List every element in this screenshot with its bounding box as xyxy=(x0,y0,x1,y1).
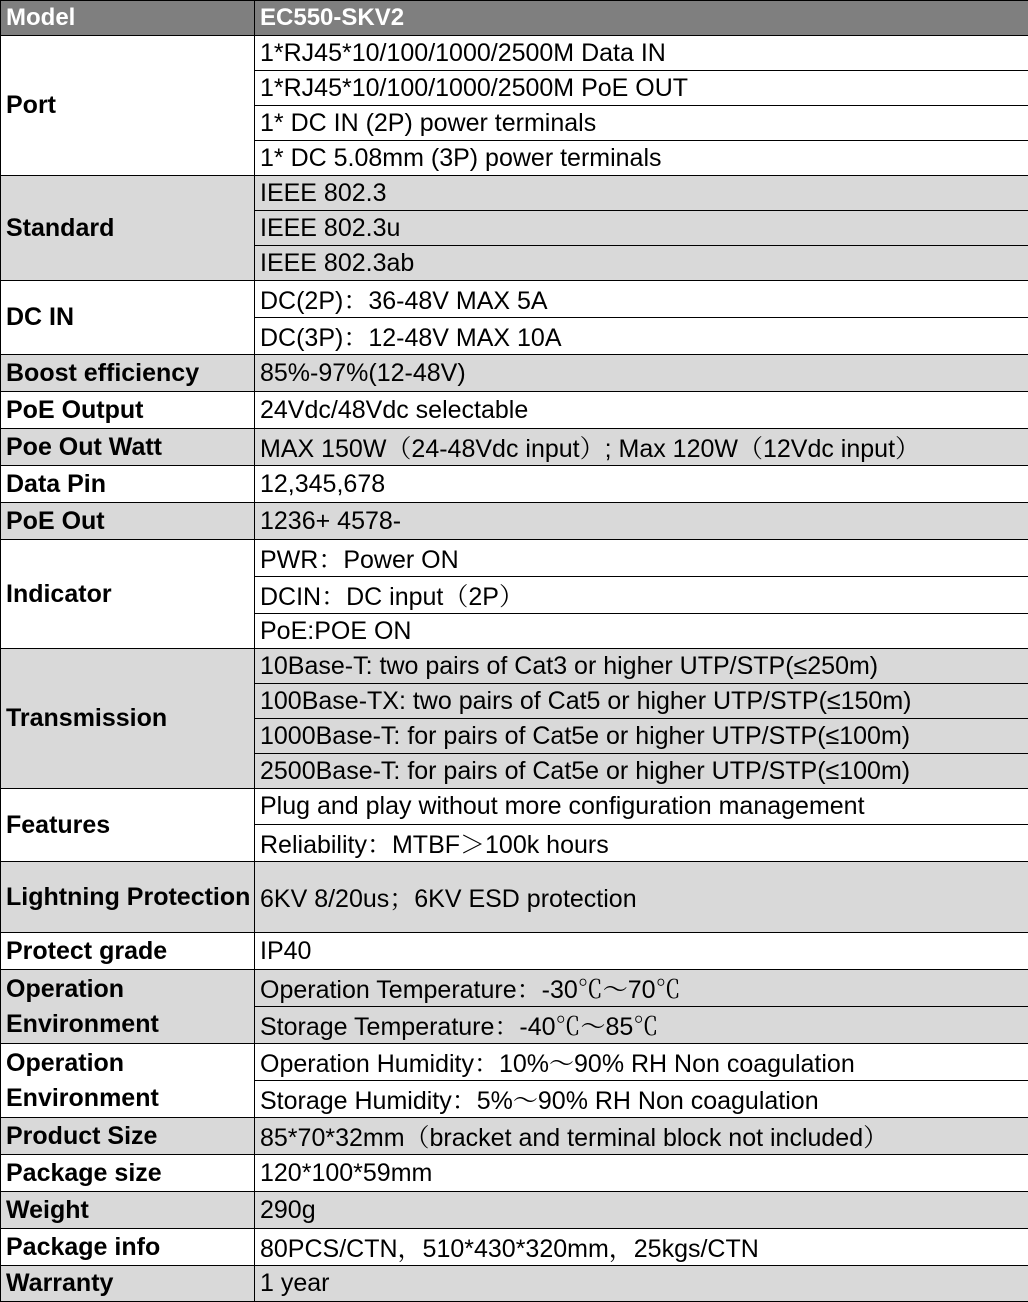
spec-value: DC(3P)：12-48V MAX 10A xyxy=(255,318,1028,355)
spec-value: Storage Temperature：-40℃～85℃ xyxy=(255,1007,1028,1044)
spec-label: PoE Output xyxy=(1,392,255,429)
spec-label: Poe Out Watt xyxy=(1,429,255,466)
spec-value: 290g xyxy=(255,1192,1028,1229)
spec-row xyxy=(1,176,1028,211)
spec-row xyxy=(1,933,1028,970)
spec-value: 24Vdc/48Vdc selectable xyxy=(255,392,1028,429)
spec-value: 85*70*32mm（bracket and terminal block not included） xyxy=(255,1118,1028,1155)
spec-value: Storage Humidity：5%～90% RH Non coagulation xyxy=(255,1081,1028,1118)
spec-label: Product Size xyxy=(1,1118,255,1155)
spec-body xyxy=(1,36,1028,1302)
spec-row xyxy=(1,503,1028,540)
spec-row xyxy=(1,36,1028,71)
spec-row xyxy=(1,1266,1028,1302)
spec-value: 1000Base-T: for pairs of Cat5e or higher UTP/STP(≤100m) xyxy=(255,719,1028,754)
spec-label: DC IN xyxy=(1,281,255,355)
spec-row xyxy=(1,1044,1028,1081)
spec-value: PoE:POE ON xyxy=(255,614,1028,649)
spec-value: Operation Humidity：10%～90% RH Non coagulation xyxy=(255,1044,1028,1081)
spec-row xyxy=(1,392,1028,429)
spec-value: 1* DC 5.08mm (3P) power terminals xyxy=(255,141,1028,176)
spec-label: Transmission xyxy=(1,649,255,789)
spec-value: IP40 xyxy=(255,933,1028,970)
spec-value: 85%-97%(12-48V) xyxy=(255,355,1028,392)
spec-value: 12,345,678 xyxy=(255,466,1028,503)
spec-value: IEEE 802.3u xyxy=(255,211,1028,246)
spec-label: Operation Environment xyxy=(1,1044,255,1118)
spec-value: 1 year xyxy=(255,1266,1028,1302)
spec-value: Plug and play without more configuration management xyxy=(255,789,1028,825)
spec-row xyxy=(1,429,1028,466)
spec-value: 1*RJ45*10/100/1000/2500M Data IN xyxy=(255,36,1028,71)
spec-value: IEEE 802.3 xyxy=(255,176,1028,211)
spec-value: 1236+ 4578- xyxy=(255,503,1028,540)
spec-row xyxy=(1,649,1028,684)
header-value: EC550-SKV2 xyxy=(255,1,1028,36)
spec-label: Package info xyxy=(1,1229,255,1266)
spec-row xyxy=(1,281,1028,318)
spec-row xyxy=(1,1155,1028,1192)
spec-value: IEEE 802.3ab xyxy=(255,246,1028,281)
spec-label: Port xyxy=(1,36,255,176)
spec-label: Features xyxy=(1,789,255,862)
spec-value: 120*100*59mm xyxy=(255,1155,1028,1192)
spec-label: Indicator xyxy=(1,540,255,649)
spec-label: Data Pin xyxy=(1,466,255,503)
spec-value: 1* DC IN (2P) power terminals xyxy=(255,106,1028,141)
spec-row xyxy=(1,1192,1028,1229)
spec-row xyxy=(1,970,1028,1007)
spec-value: PWR：Power ON xyxy=(255,540,1028,577)
spec-label: Standard xyxy=(1,176,255,281)
spec-label: Operation Environment xyxy=(1,970,255,1044)
spec-value: MAX 150W（24-48Vdc input）; Max 120W（12Vdc input） xyxy=(255,429,1028,466)
spec-row xyxy=(1,1229,1028,1266)
header-key: Model xyxy=(1,1,255,36)
spec-label: Weight xyxy=(1,1192,255,1229)
spec-value: 80PCS/CTN，510*430*320mm，25kgs/CTN xyxy=(255,1229,1028,1266)
spec-row xyxy=(1,862,1028,933)
spec-value: 100Base-TX: two pairs of Cat5 or higher UTP/STP(≤150m) xyxy=(255,684,1028,719)
spec-label: Warranty xyxy=(1,1266,255,1302)
spec-label: Lightning Protection xyxy=(1,862,255,933)
spec-row xyxy=(1,1118,1028,1155)
spec-label: PoE Out xyxy=(1,503,255,540)
spec-value: DCIN：DC input（2P） xyxy=(255,577,1028,614)
spec-value: DC(2P)：36-48V MAX 5A xyxy=(255,281,1028,318)
spec-value: 10Base-T: two pairs of Cat3 or higher UTP/STP(≤250m) xyxy=(255,649,1028,684)
spec-value: Operation Temperature：-30℃～70℃ xyxy=(255,970,1028,1007)
spec-row xyxy=(1,540,1028,577)
spec-label: Boost efficiency xyxy=(1,355,255,392)
spec-value: 1*RJ45*10/100/1000/2500M PoE OUT xyxy=(255,71,1028,106)
spec-label: Protect grade xyxy=(1,933,255,970)
spec-value: 6KV 8/20us；6KV ESD protection xyxy=(255,862,1028,933)
spec-row xyxy=(1,466,1028,503)
header-row xyxy=(1,1,1028,36)
spec-label: Package size xyxy=(1,1155,255,1192)
spec-row xyxy=(1,355,1028,392)
spec-row xyxy=(1,789,1028,825)
spec-value: Reliability：MTBF＞100k hours xyxy=(255,825,1028,862)
spec-value: 2500Base-T: for pairs of Cat5e or higher UTP/STP(≤100m) xyxy=(255,754,1028,789)
